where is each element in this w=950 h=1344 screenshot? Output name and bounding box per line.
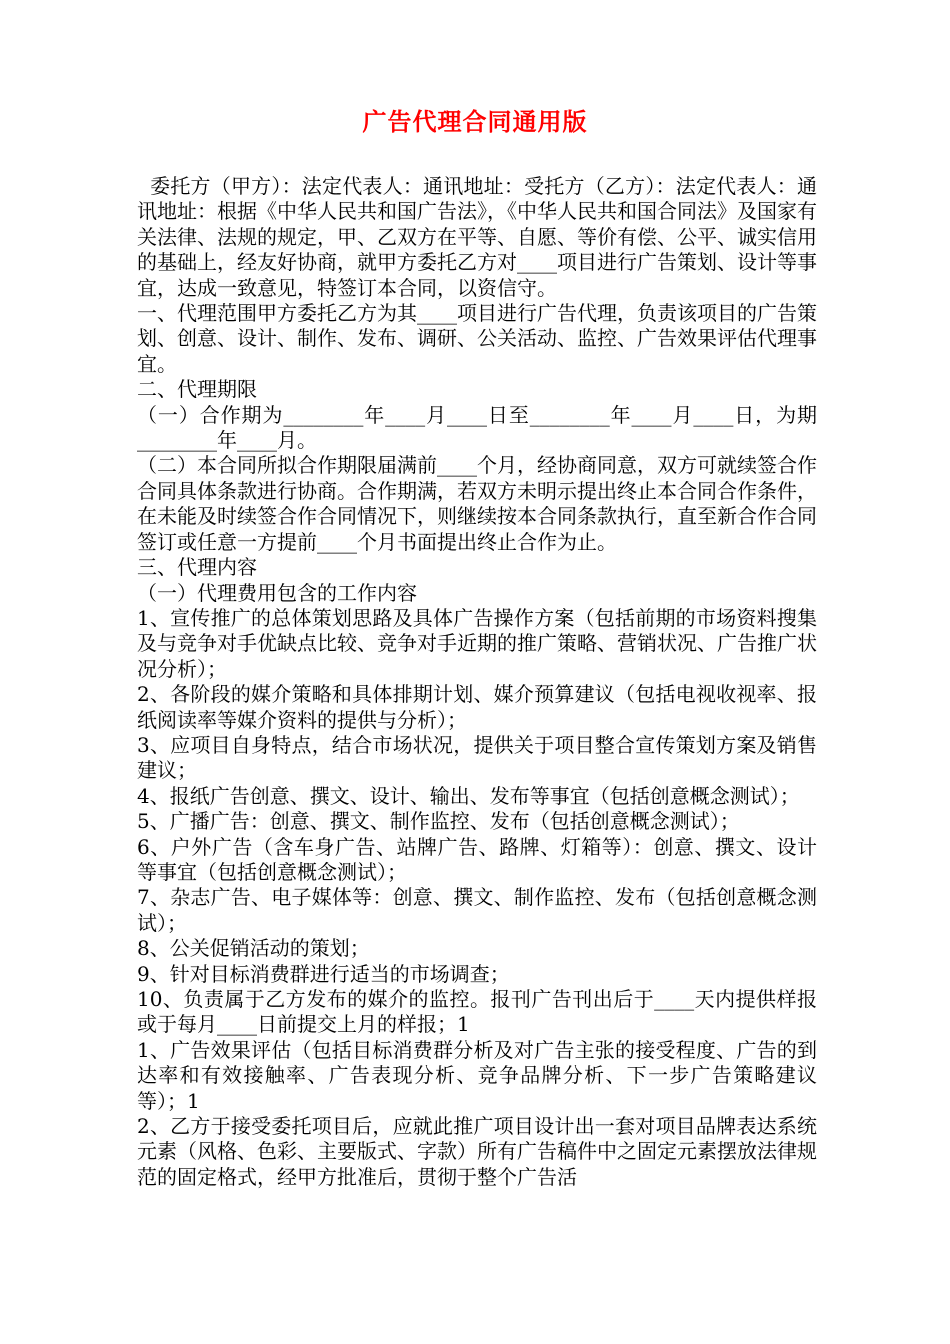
list-item-4: 4、报纸广告创意、撰文、设计、输出、发布等事宜（包括创意概念测试）； [137, 783, 800, 808]
list-item-12: 2、乙方于接受委托项目后，应就此推广项目设计出一套对项目品牌表达系统元素（风格、色彩、主要版式、字款）所有广告稿件中之固定元素摆放法律规范的固定格式，经甲方批准后，贯彻于整个广告活 [137, 1114, 817, 1189]
list-item-8: 8、公关促销活动的策划； [137, 936, 370, 961]
section-2-heading: 二、代理期限 [137, 377, 257, 402]
list-item-5: 5、广播广告：创意、撰文、制作监控、发布（包括创意概念测试）； [137, 809, 740, 834]
list-item-6: 6、户外广告（含车身广告、站牌广告、路牌、灯箱等）：创意、撰文、设计等事宜（包括创意概念测试）； [137, 834, 817, 884]
list-item-2: 2、各阶段的媒介策略和具体排期计划、媒介预算建议（包括电视收视率、报纸阅读率等媒介资料的提供与分析）； [137, 682, 817, 732]
preamble-paragraph: 委托方（甲方）：法定代表人：通讯地址：受托方（乙方）：法定代表人：通讯地址：根据《中华人民共和国广告法》，《中华人民共和国合同法》及国家有关法律、法规的规定，甲、乙双方在平等、自愿、等价有偿、公平、诚实信用的基础上，经友好协商，就甲方委托乙方对____项目进行广告策划、设计等事宜，达成一致意见，特签订本合同，以资信守。 [137, 174, 818, 300]
document-body [137, 174, 817, 1190]
section-3-heading: 三、代理内容 [137, 555, 257, 580]
list-item-1: 1、宣传推广的总体策划思路及具体广告操作方案（包括前期的市场资料搜集及与竞争对手优缺点比较、竞争对手近期的推广策略、营销状况、广告推广状况分析）； [137, 605, 817, 681]
document-title: 广告代理合同通用版 [362, 108, 588, 136]
section-2-item-2: （二）本合同所拟合作期限届满前____个月，经协商同意，双方可就续签合作合同具体条款进行协商。合作期满，若双方未明示提出终止本合同合作条件，在未能及时续签合作合同情况下，则继续按本合同条款执行，直至新合作合同签订或任意一方提前____个月书面提出终止合作为止。 [137, 453, 817, 554]
list-item-10: 10、负责属于乙方发布的媒介的监控。报刊广告刊出后于____天内提供样报或于每月____日前提交上月的样报；1 [137, 987, 817, 1037]
list-item-7: 7、杂志广告、电子媒体等：创意、撰文、制作监控、发布（包括创意概念测试）； [137, 885, 817, 935]
section-1-scope: 一、代理范围甲方委托乙方为其____项目进行广告代理，负责该项目的广告策划、创意、设计、制作、发布、调研、公关活动、监控、广告效果评估代理事宜。 [137, 301, 817, 376]
list-item-9: 9、针对目标消费群进行适当的市场调查； [137, 961, 510, 986]
section-2-item-1: （一）合作期为________年____月____日至________年____月____日，为期________年____月。 [137, 402, 817, 453]
list-item-11: 1、广告效果评估（包括目标消费群分析及对广告主张的接受程度、广告的到达率和有效接触率、广告表现分析、竞争品牌分析、下一步广告策略建议等）；1 [137, 1037, 817, 1113]
list-item-3: 3、应项目自身特点，结合市场状况，提供关于项目整合宣传策划方案及销售建议； [137, 732, 817, 783]
section-3-subheading: （一）代理费用包含的工作内容 [137, 580, 417, 605]
